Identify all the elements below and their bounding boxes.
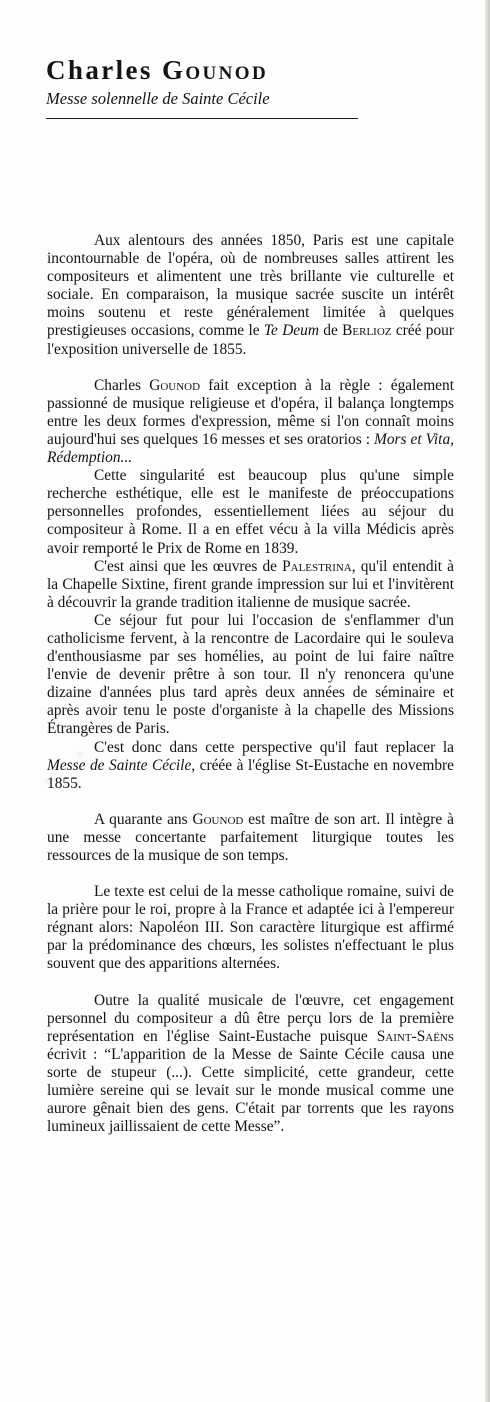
text-run: créé pour l'exposition universelle de 1855. [47,322,454,358]
title-last-name: Gounod [161,55,269,85]
composer-name: Berlioz [342,322,392,340]
title-rule [46,118,358,119]
composer-name: Saint-Saëns [376,1027,454,1045]
paragraph-2 [47,377,454,467]
text-run: Aux alentours des années 1850, Paris est une capitale incontournable de l'opéra, où de nombreuses salles attirent les compositeurs et alimentent une très brillante vie culturelle et sociale. En comparaison, la musique sacrée suscite un intérêt moins soutenu et reste généralement limitée à quelques prestigieuses occasions, comme le [47,232,454,340]
paragraph-3: Cette singularité est beaucoup plus qu'une simple recherche esthétique, elle est le manifeste de préoccupations personnelles profondes, essentiellement liées au séjour du compositeur à Rome. Il a en effet vécu à la villa Médicis après avoir remporté le Prix de Rome en 1839. [47,467,454,557]
text-run: Outre la qualité musicale de l'œuvre, cet engagement personnel du compositeur a dû être perçu lors de la première représentation en l'église Saint-Eustache puisque [47,991,454,1045]
text-run: écrivit : “L'apparition de la Messe de Sainte Cécile causa une sorte de stupeur (...). Cette simplicité, cette grandeur, cette lumière sereine qui se levait sur le monde musical comme une aurore gênait bien des gens. C'était par torrents que les rayons lumineux jaillissaient de cette Messe”. [47,1045,454,1136]
text-run: A quarante ans [94,810,193,828]
text-run: C'est ainsi que les œuvres de [94,557,283,575]
paragraph-1 [47,232,454,359]
page-title [46,55,366,85]
text-run: C'est donc dans cette perspective qu'il faut replacer la [94,738,454,756]
composer-name: Gounod [149,376,201,394]
title-first-name: Charles [46,55,162,85]
text-run: fait exception à la règle : également passionné de musique religieuse et d'opéra, il balança longtemps entre les deux formes d'expression, même si l'on connaît moins aujourd'hui ses quelques 16 messes et ses oratorios : [47,376,454,448]
text-run: créée à l'église St-Eustache en novembre 1855. [47,756,454,792]
text-run: , qu'il entendit à la Chapelle Sixtine, firent grande impression sur lui et l'invitèrent à découvrir la grande tradition italienne de musique sacrée. [47,557,455,611]
page-header [46,55,366,119]
paragraph-5: Ce séjour fut pour lui l'occasion de s'enflammer d'un catholicisme fervent, à la rencontre de Lacordaire qui le souleva d'enthousiasme par ses homélies, au point de lui faire naître l'envie de devenir prêtre à son tour. Il n'y renoncera qu'une dizaine d'années plus tard après deux années de séminaire et après avoir tenu le poste d'organiste à la chapelle des Missions Étrangères de Paris. [47,611,454,738]
paragraph-9 [47,992,454,1137]
paragraph-8: Le texte est celui de la messe catholique romaine, suivi de la prière pour le roi, propre à la France et adaptée ici à l'empereur régnant alors: Napoléon III. Son caractère liturgique est affirmé par la prédominance des chœurs, les solistes n'effectuant le plus souvent que des apparitions alternées. [47,883,454,973]
paragraph-4 [47,558,454,612]
text-run: est maître de son art. Il intègre à une messe concertante parfaitement liturgique toutes les ressources de la musique de son temps. [47,810,454,864]
article-body [47,232,454,1136]
composer-name: Palestrina [282,557,352,575]
text-run: Charles [94,376,150,394]
work-title: Mors et Vita, Rédemption... [47,430,455,467]
work-title: Te Deum [263,322,319,340]
page-edge [485,0,490,1402]
work-title: Messe de Sainte Cécile, [47,756,196,774]
paragraph-7 [47,811,454,865]
text-run: de [318,322,343,340]
composer-name: Gounod [192,810,244,828]
page-subtitle: Messe solennelle de Sainte Cécile [46,89,270,108]
paragraph-6 [47,739,454,793]
